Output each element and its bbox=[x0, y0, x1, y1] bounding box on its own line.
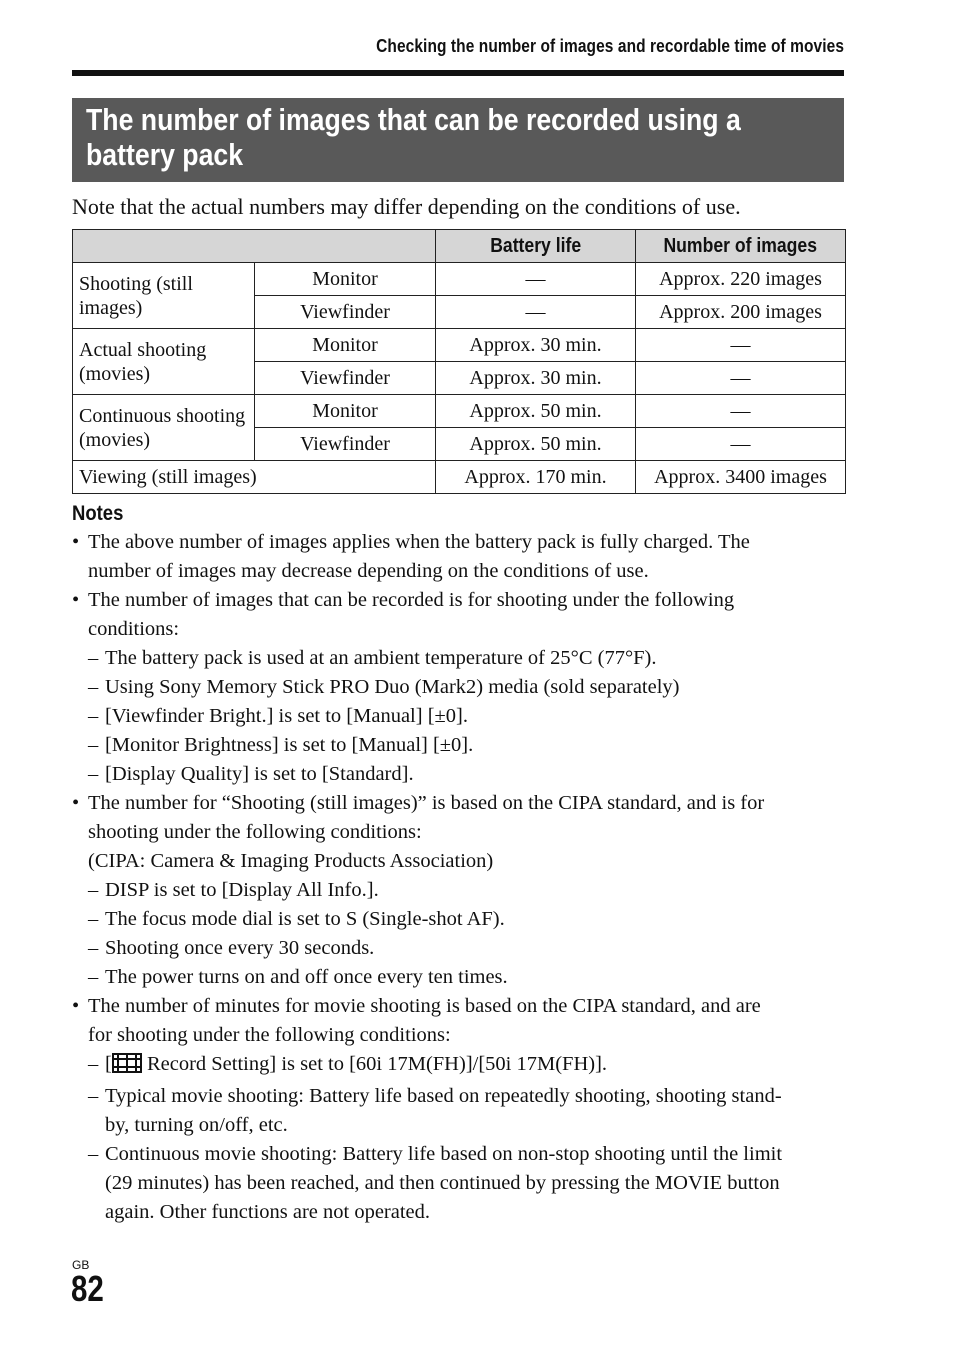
note-text: Continuous movie shooting: Battery life based on non-stop shooting until the limit bbox=[105, 1143, 783, 1165]
note-text: The number of minutes for movie shooting is based on the CIPA standard, and are bbox=[88, 995, 761, 1017]
battery-cell: Approx. 50 min. bbox=[436, 428, 636, 461]
note-continuation bbox=[72, 557, 847, 586]
mode-cell: Viewfinder bbox=[255, 296, 436, 329]
viewing-label: Viewing (still images) bbox=[73, 461, 436, 494]
images-cell: — bbox=[636, 329, 846, 362]
images-cell: Approx. 200 images bbox=[636, 296, 846, 329]
row-group-label: Actual shooting (movies) bbox=[73, 329, 255, 395]
note-continuation bbox=[72, 1111, 847, 1140]
note-text: The above number of images applies when the battery pack is fully charged. The bbox=[88, 531, 750, 553]
note-bullet-item bbox=[72, 586, 847, 615]
table-row bbox=[73, 329, 846, 362]
note-text: for shooting under the following conditions: bbox=[88, 1024, 451, 1046]
table-header-row bbox=[73, 230, 846, 263]
note-continuation bbox=[72, 847, 847, 876]
intro-text: Note that the actual numbers may differ depending on the conditions of use. bbox=[72, 194, 741, 219]
row-group-label: Continuous shooting (movies) bbox=[73, 395, 255, 461]
dash-marker: – bbox=[88, 763, 99, 785]
note-text: [Monitor Brightness] is set to [Manual] [±0]. bbox=[105, 734, 474, 756]
note-bullet-item bbox=[72, 528, 847, 557]
mode-cell: Monitor bbox=[255, 395, 436, 428]
note-sub-item bbox=[72, 876, 847, 905]
battery-cell: Approx. 30 min. bbox=[436, 362, 636, 395]
mode-cell: Monitor bbox=[255, 329, 436, 362]
running-head: Checking the number of images and recordable time of movies bbox=[376, 36, 844, 56]
movie-film-icon bbox=[112, 1053, 142, 1082]
images-cell: — bbox=[636, 395, 846, 428]
dash-marker: – bbox=[88, 1143, 99, 1165]
note-text: conditions: bbox=[88, 618, 180, 640]
note-sub-item bbox=[72, 760, 847, 789]
note-continuation bbox=[72, 1169, 847, 1198]
note-sub-item bbox=[72, 905, 847, 934]
dash-marker: – bbox=[88, 734, 99, 756]
mode-cell: Monitor bbox=[255, 263, 436, 296]
note-sub-item bbox=[72, 934, 847, 963]
row-group-label: Shooting (still images) bbox=[73, 263, 255, 329]
images-cell: — bbox=[636, 362, 846, 395]
table-row bbox=[73, 461, 846, 494]
note-bullet-item bbox=[72, 992, 847, 1021]
battery-cell: — bbox=[436, 263, 636, 296]
section-title-box bbox=[72, 98, 844, 182]
note-sub-item bbox=[72, 731, 847, 760]
note-text: Typical movie shooting: Battery life based on repeatedly shooting, shooting stand- bbox=[105, 1085, 782, 1107]
table-row bbox=[73, 263, 846, 296]
dash-marker: – bbox=[88, 966, 99, 988]
header-blank bbox=[73, 230, 436, 263]
note-text: [Viewfinder Bright.] is set to [Manual] [±0]. bbox=[105, 705, 468, 727]
dash-marker: – bbox=[88, 908, 99, 930]
note-text: shooting under the following conditions: bbox=[88, 821, 422, 843]
page-number: 82 bbox=[71, 1268, 104, 1309]
images-cell: — bbox=[636, 428, 846, 461]
note-sub-item bbox=[72, 702, 847, 731]
note-text: by, turning on/off, etc. bbox=[105, 1114, 288, 1136]
note-text: number of images may decrease depending on the conditions of use. bbox=[88, 560, 649, 582]
battery-table bbox=[72, 229, 846, 494]
note-text: DISP is set to [Display All Info.]. bbox=[105, 879, 379, 901]
note-continuation bbox=[72, 1021, 847, 1050]
dash-marker: – bbox=[88, 647, 99, 669]
note-text: The focus mode dial is set to S (Single-shot AF). bbox=[105, 908, 505, 930]
note-sub-item bbox=[72, 673, 847, 702]
note-text: The number of images that can be recorded is for shooting under the following bbox=[88, 589, 735, 611]
section-title-line-1: The number of images that can be recorded using a bbox=[86, 102, 741, 137]
battery-cell: — bbox=[436, 296, 636, 329]
images-cell: Approx. 3400 images bbox=[636, 461, 846, 494]
header-number-of-images: Number of images bbox=[636, 230, 846, 263]
note-text: Shooting once every 30 seconds. bbox=[105, 937, 375, 959]
note-text: Record Setting] is set to [60i 17M(FH)]/[50i 17M(FH)]. bbox=[141, 1053, 608, 1075]
header-rule bbox=[72, 70, 844, 76]
notes-title: Notes bbox=[72, 502, 124, 525]
dash-marker: – bbox=[88, 1053, 99, 1075]
note-text: Using Sony Memory Stick PRO Duo (Mark2) media (sold separately) bbox=[105, 676, 680, 698]
dash-marker: – bbox=[88, 705, 99, 727]
dash-marker: – bbox=[88, 937, 99, 959]
note-sub-item bbox=[72, 1140, 847, 1169]
note-text: (CIPA: Camera & Imaging Products Association) bbox=[88, 850, 494, 872]
note-text: [Display Quality] is set to [Standard]. bbox=[105, 763, 414, 785]
images-cell: Approx. 220 images bbox=[636, 263, 846, 296]
dash-marker: – bbox=[88, 1085, 99, 1107]
note-continuation bbox=[72, 818, 847, 847]
note-bullet-item bbox=[72, 789, 847, 818]
battery-cell: Approx. 170 min. bbox=[436, 461, 636, 494]
mode-cell: Viewfinder bbox=[255, 428, 436, 461]
dash-marker: – bbox=[88, 879, 99, 901]
note-sub-item bbox=[72, 1082, 847, 1111]
note-text: again. Other functions are not operated. bbox=[105, 1201, 431, 1223]
section-title bbox=[86, 102, 828, 172]
note-continuation bbox=[72, 615, 847, 644]
note-sub-item bbox=[72, 963, 847, 992]
region-code: GB bbox=[72, 1258, 90, 1272]
note-continuation bbox=[72, 1198, 847, 1227]
dash-marker: – bbox=[88, 676, 99, 698]
note-text: [ bbox=[105, 1053, 112, 1075]
header-battery-life: Battery life bbox=[436, 230, 636, 263]
mode-cell: Viewfinder bbox=[255, 362, 436, 395]
table-row bbox=[73, 395, 846, 428]
note-sub-item bbox=[72, 1050, 847, 1082]
note-sub-item bbox=[72, 644, 847, 673]
battery-cell: Approx. 30 min. bbox=[436, 329, 636, 362]
note-text: The battery pack is used at an ambient temperature of 25°C (77°F). bbox=[105, 647, 657, 669]
note-text: The number for “Shooting (still images)” is based on the CIPA standard, and is for bbox=[88, 792, 765, 814]
note-text: The power turns on and off once every ten times. bbox=[105, 966, 508, 988]
note-text: (29 minutes) has been reached, and then continued by pressing the MOVIE button bbox=[105, 1172, 780, 1194]
section-title-line-2: battery pack bbox=[86, 137, 244, 172]
battery-cell: Approx. 50 min. bbox=[436, 395, 636, 428]
notes-list bbox=[72, 528, 847, 1227]
